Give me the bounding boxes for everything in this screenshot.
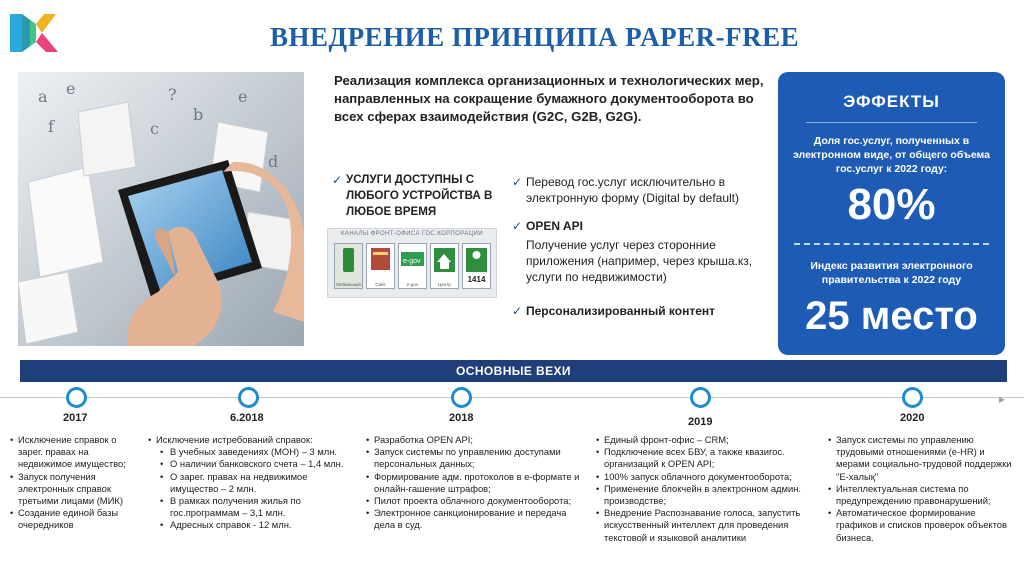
list-item: • Внедрение Распознавание голоса, запустить искусственный интеллект для проведения текстовой и языковой аналитики bbox=[596, 507, 816, 544]
list-item: • Применение блокчейн в электронном админ. производстве; bbox=[596, 483, 816, 507]
milestone-circle-2020 bbox=[902, 387, 923, 408]
center-channel-icon: Центр bbox=[430, 243, 459, 289]
year-2017: 2017 bbox=[63, 412, 88, 424]
effects-text-2: Индекс развития электронного правительства к 2022 году bbox=[810, 260, 973, 286]
effects-title: ЭФФЕКТЫ bbox=[843, 92, 940, 111]
milestones-title: ОСНОВНЫЕ ВЕХИ bbox=[456, 364, 571, 378]
channels-title: КАНАЛЫ ФРОНТ-ОФИСА ГОС.КОРПОРАЦИИ bbox=[341, 231, 483, 237]
svg-text:a: a bbox=[38, 87, 48, 106]
effects-text-1: Доля гос.услуг, полученных в электронном виде, от общего объема гос.услуг к 2022 году: bbox=[793, 135, 990, 175]
timeline-line bbox=[0, 397, 1024, 398]
egov-channel-icon: e-gov e-gov bbox=[398, 243, 427, 289]
list-item: • Исключение истребований справок: bbox=[148, 434, 356, 446]
list-item: • Запуск системы по управлению трудовыми отношениями (e-HR) и мерами социально-трудовой поддержки "E-халық" bbox=[828, 434, 1018, 483]
check-icon: ✓ bbox=[512, 304, 523, 318]
timeline-arrow-icon: ▸ bbox=[999, 392, 1006, 406]
list-item: • Исключение справок о зарег. правах на недвижимое имущество; bbox=[10, 434, 138, 471]
milestone-circle-6-2018 bbox=[238, 387, 259, 408]
effects-value-2: 25 место bbox=[805, 294, 978, 338]
milestones-bar bbox=[20, 360, 1007, 382]
milestone-circle-2019 bbox=[690, 387, 711, 408]
list-item: • Формирование адм. протоколов в е-формате и онлайн-гашение штрафов; bbox=[366, 471, 588, 495]
services-item bbox=[332, 172, 512, 220]
effects-dashed-divider bbox=[794, 243, 989, 245]
list-item: • Создание единой базы очередников bbox=[10, 507, 138, 531]
milestone-circle-2018 bbox=[451, 387, 472, 408]
dk-logo bbox=[6, 8, 64, 58]
list-item: • 100% запуск облачного документооборота; bbox=[596, 471, 816, 483]
svg-text:d: d bbox=[268, 152, 279, 171]
svg-text:e: e bbox=[238, 87, 248, 106]
page-title: ВНЕДРЕНИЕ ПРИНЦИПА PAPER-FREE bbox=[270, 22, 800, 52]
list-item: • Запуск системы по управлению доступами персональных данных; bbox=[366, 446, 588, 470]
milestone-list-6-2018 bbox=[148, 434, 356, 532]
list-item: • Подключение всех БВУ, а также квазигос. организаций к OPEN API; bbox=[596, 446, 816, 470]
check-icon: ✓ bbox=[512, 219, 523, 233]
list-item: • Адресных справок - 12 млн. bbox=[148, 519, 356, 531]
list-item: • В рамках получения жилья по гос.программам – 3,1 млн. bbox=[148, 495, 356, 519]
list-item: • Интеллектуальная система по предупреждению правонарушений; bbox=[828, 483, 1018, 507]
list-item: • Разработка OPEN API; bbox=[366, 434, 588, 446]
effects-value-1: 80% bbox=[847, 180, 936, 229]
tablet-hand-image bbox=[18, 72, 304, 346]
list-item: • Единый фронт-офис – CRM; bbox=[596, 434, 816, 446]
open-api-desc: Получение услуг через сторонние приложения (например, через крыша.кз, услуги по недвижимости) bbox=[526, 238, 753, 284]
list-item: • О зарег. правах на недвижимое имущество – 2 млн. bbox=[148, 471, 356, 495]
check-icon: ✓ bbox=[332, 173, 343, 187]
list-item: • Запуск получения электронных справок третьими лицами (МИК) bbox=[10, 471, 138, 508]
milestone-list-2017 bbox=[10, 434, 138, 532]
list-item: • О наличии банковского счета – 1,4 млн. bbox=[148, 458, 356, 470]
svg-text:b: b bbox=[193, 105, 204, 124]
svg-text:e-gov: e-gov bbox=[403, 258, 421, 265]
mobile-channel-icon: Мобильный bbox=[334, 243, 363, 289]
milestone-list-2020 bbox=[828, 434, 1018, 544]
milestone-list-2019 bbox=[596, 434, 816, 544]
intro-text: Реализация комплекса организационных и технологических мер, направленных на сокращение бумажного документооборота во всех сферах взаимодействия (G2C, G2B, G2G). bbox=[334, 73, 764, 124]
effects-panel bbox=[778, 72, 1005, 355]
svg-text:DK: DK bbox=[30, 57, 32, 58]
svg-text:c: c bbox=[150, 119, 159, 138]
check-icon: ✓ bbox=[512, 175, 523, 189]
year-2019: 2019 bbox=[688, 416, 713, 428]
effects-divider bbox=[806, 122, 977, 123]
year-2018: 2018 bbox=[449, 412, 474, 424]
list-item: • В учебных заведениях (МОН) – 3 млн. bbox=[148, 446, 356, 458]
list-item: • Пилот проекта облачного документооборота; bbox=[366, 495, 588, 507]
digital-default-item: ✓ Перевод гос.услуг исключительно в электронную форму (Digital by default) bbox=[512, 175, 739, 205]
services-text: УСЛУГИ ДОСТУПНЫ С ЛЮБОГО УСТРОЙСТВА В ЛЮБОЕ ВРЕМЯ bbox=[346, 173, 493, 218]
list-item: • Электронное санкционирование и передача дела в суд. bbox=[366, 507, 588, 531]
svg-text:?: ? bbox=[168, 85, 177, 104]
open-api-item: ✓ OPEN API bbox=[512, 219, 583, 233]
channels-panel bbox=[327, 228, 497, 298]
personalized-item: ✓ Персонализированный контент bbox=[512, 304, 716, 318]
list-item: • Автоматическое формирование графиков и списков проверок объектов бизнеса. bbox=[828, 507, 1018, 544]
callcenter-channel-icon: 1414 bbox=[462, 243, 491, 289]
site-channel-icon: Сайт bbox=[366, 243, 395, 289]
svg-text:e: e bbox=[66, 79, 76, 98]
year-2020: 2020 bbox=[900, 412, 925, 424]
year-6-2018: 6.2018 bbox=[230, 412, 264, 424]
milestone-list-2018 bbox=[366, 434, 588, 532]
svg-text:f: f bbox=[48, 117, 54, 136]
milestone-circle-2017 bbox=[66, 387, 87, 408]
